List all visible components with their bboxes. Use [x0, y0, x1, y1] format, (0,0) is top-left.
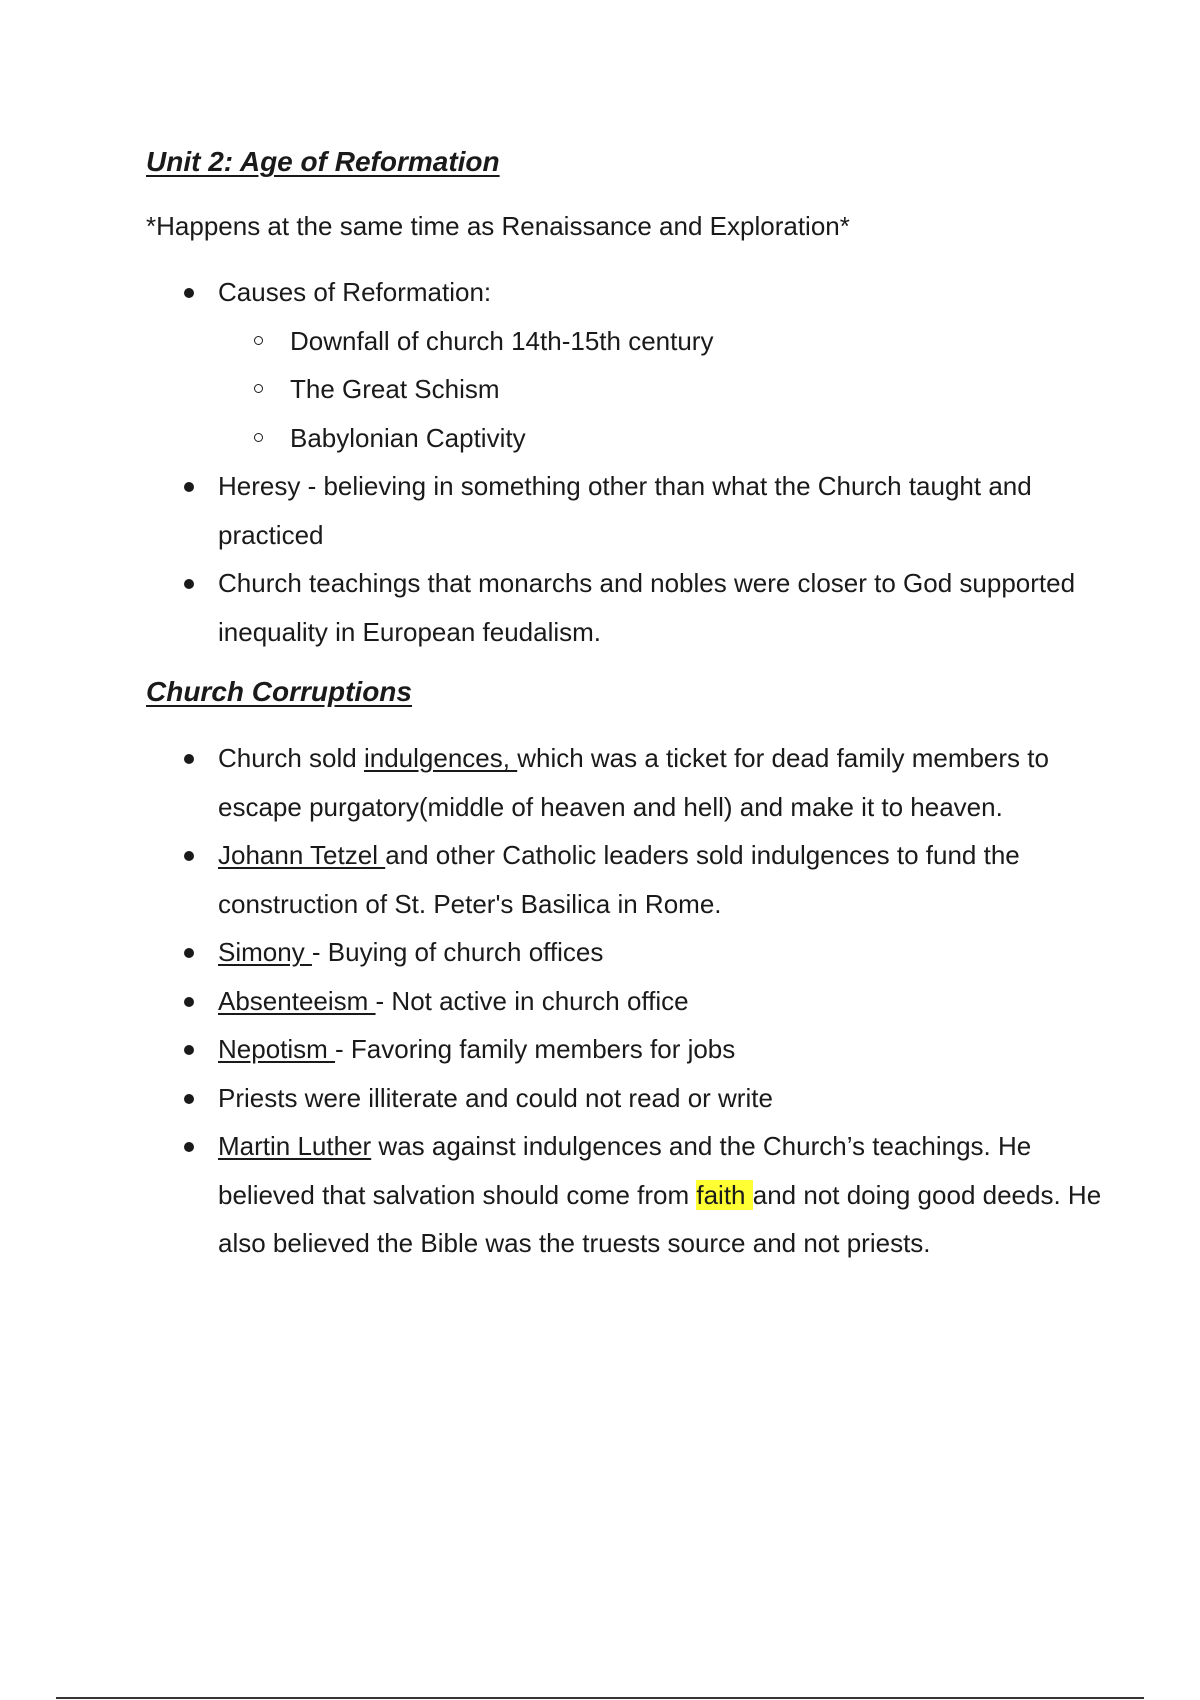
- nepotism-text: - Favoring family members for jobs: [335, 1034, 736, 1064]
- luther-text-1: was against indulgences and the Church’s teachings. He believed that salvation should come from: [218, 1131, 1032, 1210]
- indulgences-lead: Church sold: [218, 743, 364, 773]
- causes-label: Causes of Reformation:: [218, 277, 492, 307]
- list-item-heresy: Heresy - believing in something other than what the Church taught and practiced: [146, 462, 1106, 559]
- sublist-item: Downfall of church 14th-15th century: [218, 317, 1106, 366]
- indulgences-text: which was a ticket for dead family members to escape purgatory(middle of heaven and hell) and make it to heaven.: [218, 743, 1049, 822]
- term-martin-luther: Martin Luther: [218, 1131, 372, 1161]
- term-indulgences: indulgences,: [363, 743, 518, 773]
- timing-note: *Happens at the same time as Renaissance and Exploration*: [146, 211, 850, 241]
- sublist-item: Babylonian Captivity: [218, 414, 1106, 463]
- highlight-faith: faith: [696, 1179, 753, 1210]
- luther-text-2: and not doing good deeds. He also believed the Bible was the truests source and not priests.: [218, 1179, 1102, 1258]
- list-item-martin-luther: [146, 1122, 1106, 1268]
- unit-title: Unit 2: Age of Reformation: [146, 146, 500, 177]
- term-simony: Simony: [218, 937, 312, 967]
- list-item-priests: Priests were illiterate and could not read or write: [146, 1074, 1106, 1123]
- term-absenteeism: Absenteeism: [218, 985, 376, 1016]
- document-content: [146, 140, 1106, 1268]
- list-item-nepotism: [146, 1025, 1106, 1074]
- list-item-tetzel: [146, 831, 1106, 928]
- simony-text: - Buying of church offices: [311, 937, 604, 967]
- section-title-church-corruptions: Church Corruptions: [146, 676, 412, 707]
- list-item-absenteeism: [146, 977, 1106, 1026]
- term-johann-tetzel: Johann Tetzel: [218, 840, 386, 870]
- list-item-simony: [146, 928, 1106, 977]
- absenteeism-text: - Not active in church office: [375, 985, 689, 1016]
- corruptions-list: [146, 734, 1106, 1268]
- sublist-item: The Great Schism: [218, 365, 1106, 414]
- tetzel-text: and other Catholic leaders sold indulgences to fund the construction of St. Peter's Basilica in Rome.: [218, 840, 1020, 919]
- reformation-list: [146, 268, 1106, 656]
- list-item-church-teachings: Church teachings that monarchs and nobles were closer to God supported inequality in European feudalism.: [146, 559, 1106, 656]
- term-nepotism: Nepotism: [218, 1034, 336, 1064]
- page-divider: [56, 1697, 1144, 1699]
- causes-sublist: [218, 317, 1106, 463]
- list-item-causes: [146, 268, 1106, 462]
- list-item-indulgences: [146, 734, 1106, 831]
